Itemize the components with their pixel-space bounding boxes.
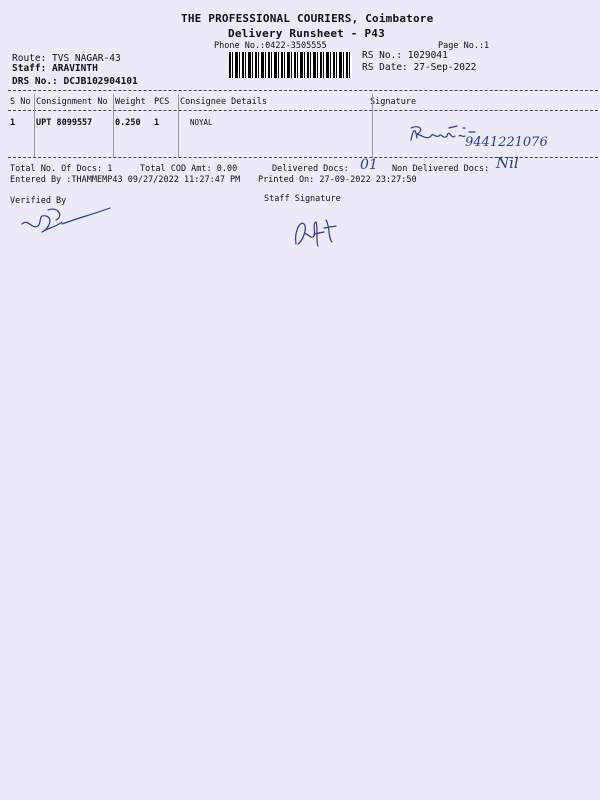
staff-signature-label: Staff Signature bbox=[264, 194, 341, 204]
drs-number: DRS No.: DCJB102904101 bbox=[12, 76, 138, 87]
phone-number: Phone No.:0422-3505555 bbox=[214, 41, 327, 51]
entered-by: Entered By :THAMMEMP43 09/27/2022 11:27:47 PM bbox=[10, 175, 241, 185]
page-number: Page No.:1 bbox=[438, 41, 490, 51]
verifier-signature bbox=[18, 204, 113, 238]
row-sno: 1 bbox=[10, 118, 16, 128]
non-delivered-label: Non Delivered Docs: bbox=[392, 164, 490, 174]
row-weight: 0.250 bbox=[115, 118, 141, 128]
col-divider bbox=[113, 94, 114, 158]
recipient-signature bbox=[405, 118, 585, 154]
col-header-weight: Weight bbox=[115, 97, 146, 107]
total-cod: Total COD Amt: 0.00 bbox=[140, 164, 238, 174]
col-divider bbox=[372, 94, 373, 158]
barcode bbox=[229, 52, 352, 78]
rs-number: RS No.: 1029041 bbox=[362, 50, 448, 61]
total-docs: Total No. Of Docs: 1 bbox=[10, 164, 113, 174]
col-header-consignment: Consignment No bbox=[36, 97, 108, 107]
col-header-consignee: Consignee Details bbox=[180, 97, 267, 107]
runsheet-title: Delivery Runsheet - P43 bbox=[228, 27, 385, 40]
printed-on: Printed On: 27-09-2022 23:27:50 bbox=[258, 175, 417, 185]
col-divider bbox=[34, 94, 35, 158]
col-header-signature: Signature bbox=[370, 97, 417, 107]
col-divider bbox=[178, 94, 179, 158]
staff-signature bbox=[290, 214, 350, 250]
non-delivered-handwritten: Nil bbox=[496, 154, 519, 172]
row-pcs: 1 bbox=[154, 118, 160, 128]
verified-by-label: Verified By bbox=[10, 196, 67, 206]
row-consignee: NOYAL bbox=[190, 118, 213, 127]
col-header-sno: S No bbox=[10, 97, 31, 107]
col-header-pcs: PCS bbox=[154, 97, 170, 107]
delivered-docs-label: Delivered Docs: bbox=[272, 164, 349, 174]
delivered-docs-handwritten: 01 bbox=[360, 157, 378, 173]
company-name: THE PROFESSIONAL COURIERS, Coimbatore bbox=[181, 12, 434, 25]
rs-date: RS Date: 27-Sep-2022 bbox=[362, 62, 477, 73]
signature-phone: 9441221076 bbox=[465, 135, 548, 150]
staff: Staff: ARAVINTH bbox=[12, 63, 98, 74]
divider-top bbox=[8, 90, 598, 91]
divider-header bbox=[8, 110, 598, 111]
row-consignment: UPT 8099557 bbox=[36, 118, 93, 128]
route: Route: TVS NAGAR-43 bbox=[12, 53, 121, 64]
